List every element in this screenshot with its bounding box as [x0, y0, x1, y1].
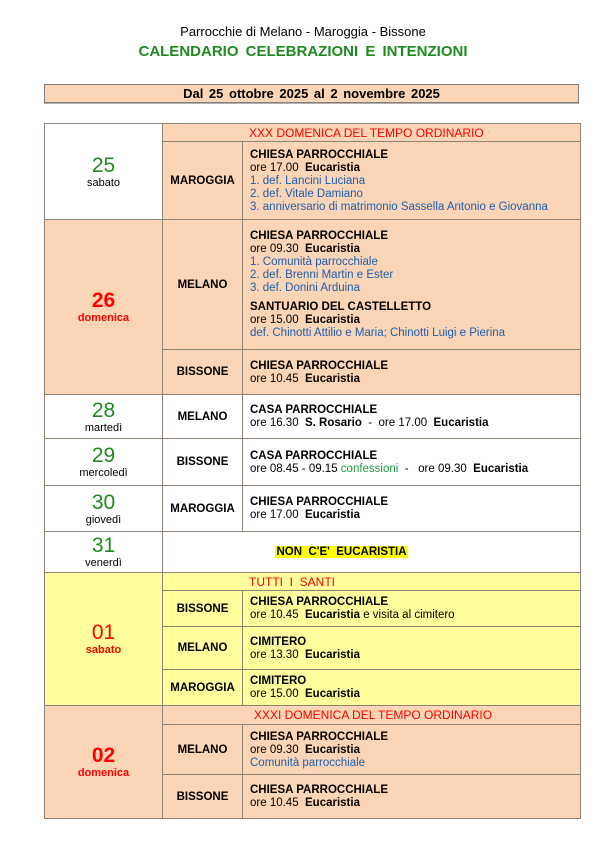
church-name: CHIESA PARROCCHIALE — [250, 496, 389, 508]
church-name: CIMITERO — [250, 675, 307, 687]
event: Eucaristia — [473, 462, 529, 475]
day-name: giovedì — [85, 513, 122, 526]
celebration-details — [243, 725, 581, 775]
time-line — [250, 649, 573, 662]
celebration-details — [243, 350, 581, 395]
day-cell — [45, 395, 163, 439]
day-number: 26 — [91, 289, 116, 312]
intention: 3. anniversario di matrimonio Sassella Antonio e Giovanna — [250, 200, 548, 213]
event: Eucaristia — [305, 243, 360, 255]
calendar-title: CALENDARIO CELEBRAZIONI E INTENZIONI — [138, 43, 468, 60]
time-line — [250, 609, 573, 622]
event: Eucaristia — [305, 688, 360, 700]
day-row-30 — [45, 486, 581, 532]
day-cell — [45, 124, 163, 220]
time-line — [250, 509, 573, 522]
time-line — [250, 243, 573, 256]
day-number: 02 — [91, 744, 116, 767]
date-range-banner: Dal 25 ottobre 2025 al 2 novembre 2025 — [44, 84, 579, 103]
feast-title: XXXI DOMENICA DEL TEMPO ORDINARIO — [163, 706, 581, 725]
church-name: CASA PARROCCHIALE — [250, 449, 378, 462]
time: ore 10.45 — [250, 797, 299, 809]
intention: def. Chinotti Attilio e Maria; Chinotti Luigi e Pierina — [250, 327, 506, 339]
celebration-details — [243, 591, 581, 627]
intention: 3. def. Donini Arduina — [250, 282, 360, 294]
parishes-heading: Parrocchie di Melano - Maroggia - Bissone — [180, 24, 426, 39]
church-name: CHIESA PARROCCHIALE — [250, 230, 389, 242]
celebration-details — [243, 439, 581, 486]
day-number: 25 — [91, 153, 116, 177]
day-row-29 — [45, 439, 581, 486]
separator: - — [398, 462, 419, 475]
event: Eucaristia — [305, 314, 360, 326]
church-name: CHIESA PARROCCHIALE — [250, 784, 389, 796]
day-name: venerdì — [85, 557, 122, 569]
place-label: MAROGGIA — [163, 486, 243, 532]
church-name: CHIESA PARROCCHIALE — [250, 359, 389, 372]
time: ore 09.30 — [250, 743, 299, 756]
calendar-table — [44, 123, 581, 819]
place-label: BISSONE — [163, 591, 243, 627]
place-label: BISSONE — [163, 775, 243, 819]
time: ore 17.00 — [378, 417, 428, 429]
notice-highlight: NON C'E' EUCARISTIA — [276, 546, 407, 558]
day-number: 30 — [91, 490, 116, 514]
event: Eucaristia — [305, 161, 360, 174]
church-name: CASA PARROCCHIALE — [250, 404, 378, 416]
time: ore 17.00 — [250, 161, 299, 174]
time: ore 16.30 — [250, 417, 299, 429]
day-number: 01 — [91, 621, 116, 644]
day-row-28 — [45, 395, 581, 439]
day-name: martedì — [84, 421, 123, 434]
day-cell — [45, 439, 163, 486]
event: Eucaristia — [305, 743, 360, 756]
day-number: 28 — [91, 398, 116, 422]
event-extra: e visita al cimitero — [363, 609, 455, 621]
day-cell — [45, 706, 163, 819]
time: ore 10.45 — [250, 609, 299, 621]
time: ore 15.00 — [250, 688, 299, 700]
place-label: BISSONE — [163, 439, 243, 486]
celebration-details — [243, 627, 581, 670]
place-label: MELANO — [163, 220, 243, 350]
celebration-details — [243, 486, 581, 532]
place-label: MAROGGIA — [163, 142, 243, 220]
celebration-details — [243, 395, 581, 439]
time-line — [250, 797, 573, 810]
celebration-details — [243, 670, 581, 706]
day-name: sabato — [85, 644, 122, 656]
intention: 1. Comunità parrocchiale — [250, 256, 378, 268]
feast-title: TUTTI I SANTI — [163, 573, 581, 591]
time-line — [250, 744, 573, 757]
time: ore 09.30 — [418, 462, 467, 475]
day-cell — [45, 486, 163, 532]
place-label: MELANO — [163, 627, 243, 670]
church-name: SANTUARIO DEL CASTELLETTO — [250, 301, 432, 313]
time-line — [250, 688, 573, 701]
time: ore 09.30 — [250, 243, 299, 255]
event: Eucaristia — [305, 372, 360, 385]
event: confessioni — [340, 462, 399, 475]
event: Eucaristia — [305, 797, 360, 809]
celebration-details — [243, 220, 581, 350]
day-name: mercoledì — [79, 467, 128, 479]
place-label: MELANO — [163, 725, 243, 775]
day-cell — [45, 532, 163, 573]
church-name: CIMITERO — [250, 635, 307, 648]
event: Eucaristia — [433, 417, 489, 429]
time: ore 13.30 — [250, 648, 299, 661]
time: ore 17.00 — [250, 509, 299, 521]
time-line — [250, 463, 573, 476]
event: Eucaristia — [305, 648, 360, 661]
event: S. Rosario — [305, 417, 362, 429]
day-row-02 — [45, 706, 581, 725]
intention: 2. def. Brenni Martin e Ester — [250, 269, 394, 281]
event: Eucaristia — [305, 509, 360, 521]
event: Eucaristia — [305, 609, 360, 621]
separator: - — [361, 417, 379, 429]
day-row-25 — [45, 124, 581, 142]
time-line — [250, 373, 573, 386]
time: ore 15.00 — [250, 314, 299, 326]
day-row-31 — [45, 532, 581, 573]
day-name: domenica — [77, 767, 130, 779]
day-name: domenica — [77, 312, 130, 324]
celebration-details — [243, 775, 581, 819]
church-name: CHIESA PARROCCHIALE — [250, 596, 389, 608]
intention: Comunità parrocchiale — [250, 756, 366, 769]
time: ore 10.45 — [250, 372, 299, 385]
intention: 1. def. Lancini Luciana — [250, 174, 366, 187]
time-line — [250, 417, 573, 430]
day-row-26 — [45, 220, 581, 350]
no-mass-notice — [163, 532, 581, 573]
intention: 2. def. Vitale Damiano — [250, 187, 363, 200]
place-label: BISSONE — [163, 350, 243, 395]
church-name: CHIESA PARROCCHIALE — [250, 730, 389, 743]
day-number: 31 — [91, 534, 116, 557]
day-number: 29 — [91, 444, 116, 467]
church-name: CHIESA PARROCCHIALE — [250, 148, 389, 161]
day-cell — [45, 573, 163, 706]
celebration-details — [243, 142, 581, 220]
feast-title: XXX DOMENICA DEL TEMPO ORDINARIO — [163, 124, 581, 142]
time: ore 08.45 - 09.15 — [250, 462, 338, 475]
place-label: MELANO — [163, 395, 243, 439]
time-line — [250, 314, 573, 327]
day-name: sabato — [86, 176, 121, 189]
day-row-01 — [45, 573, 581, 591]
day-cell — [45, 220, 163, 395]
time-line — [250, 162, 573, 175]
place-label: MAROGGIA — [163, 670, 243, 706]
